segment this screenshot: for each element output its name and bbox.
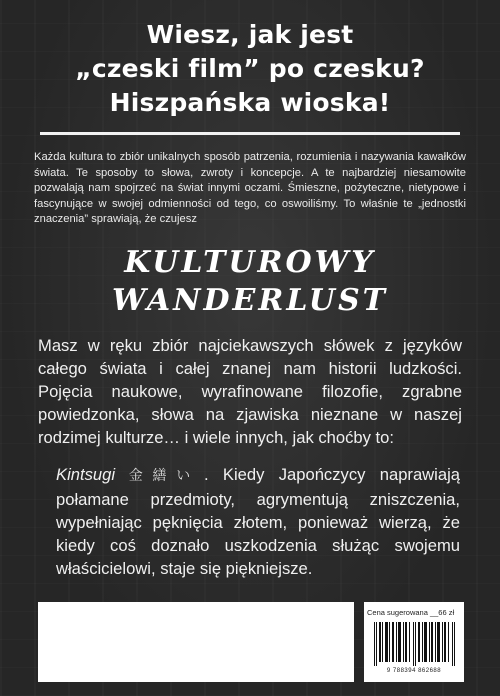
barcode-icon [372, 622, 458, 666]
price-label: Cena sugerowana __66 zł [367, 608, 455, 617]
barcode-number: 9 788394 862688 [386, 668, 442, 674]
body-paragraph: Masz w ręku zbiór najciekawszych słówek z języków całego świata i całej znanej nam historii ludzkości. Pojęcia naukowe, wyrafinowane filozofie, zgrabne powiedzonka, słowa na zjawiska nieznane w naszej rodzimej kulturze… i wiele innych, jak choćby to: [38, 336, 462, 447]
book-title [0, 244, 500, 320]
book-title-line-1: KULTUROWY [124, 245, 376, 280]
headline-line-1: Wiesz, jak jest [146, 20, 354, 49]
headline [0, 18, 500, 120]
book-title-line-2: WANDERLUST [112, 283, 388, 318]
example-term: Kintsugi [56, 465, 116, 484]
price-barcode-box [364, 602, 464, 682]
divider-rule [40, 132, 460, 135]
headline-line-3: Hiszpańska wioska! [109, 88, 391, 117]
example-kanji: 金繕い [119, 468, 200, 484]
example-paragraph [56, 463, 460, 580]
example-text: . Kiedy Japończycy naprawiają połamane przedmioty, agrymentują zniszczenia, wypełniając pęknięcia złotem, ponieważ wierzą, że kiedy coś doznało uszkodzenia służąc swojemu właścicielowi, staje się piękniejsze. [56, 465, 461, 578]
blank-label-box [38, 602, 354, 682]
headline-line-2: „czeski film” po czesku? [75, 54, 425, 83]
intro-paragraph: Każda kultura to zbiór unikalnych sposób patrzenia, rozumienia i nazywania kawałków świata. Te sposoby to słowa, zwroty i koncepcje. A te najbardziej niesamowite pozwalają nam spojrzeć na świat innymi oczami. Śmieszne, pożyteczne, nietypowe i fascynujące w swojej odmienności od tego, co oswoiliśmy. To właśnie te „jednostki znaczenia” sprawiają, że czujesz [34, 151, 466, 225]
